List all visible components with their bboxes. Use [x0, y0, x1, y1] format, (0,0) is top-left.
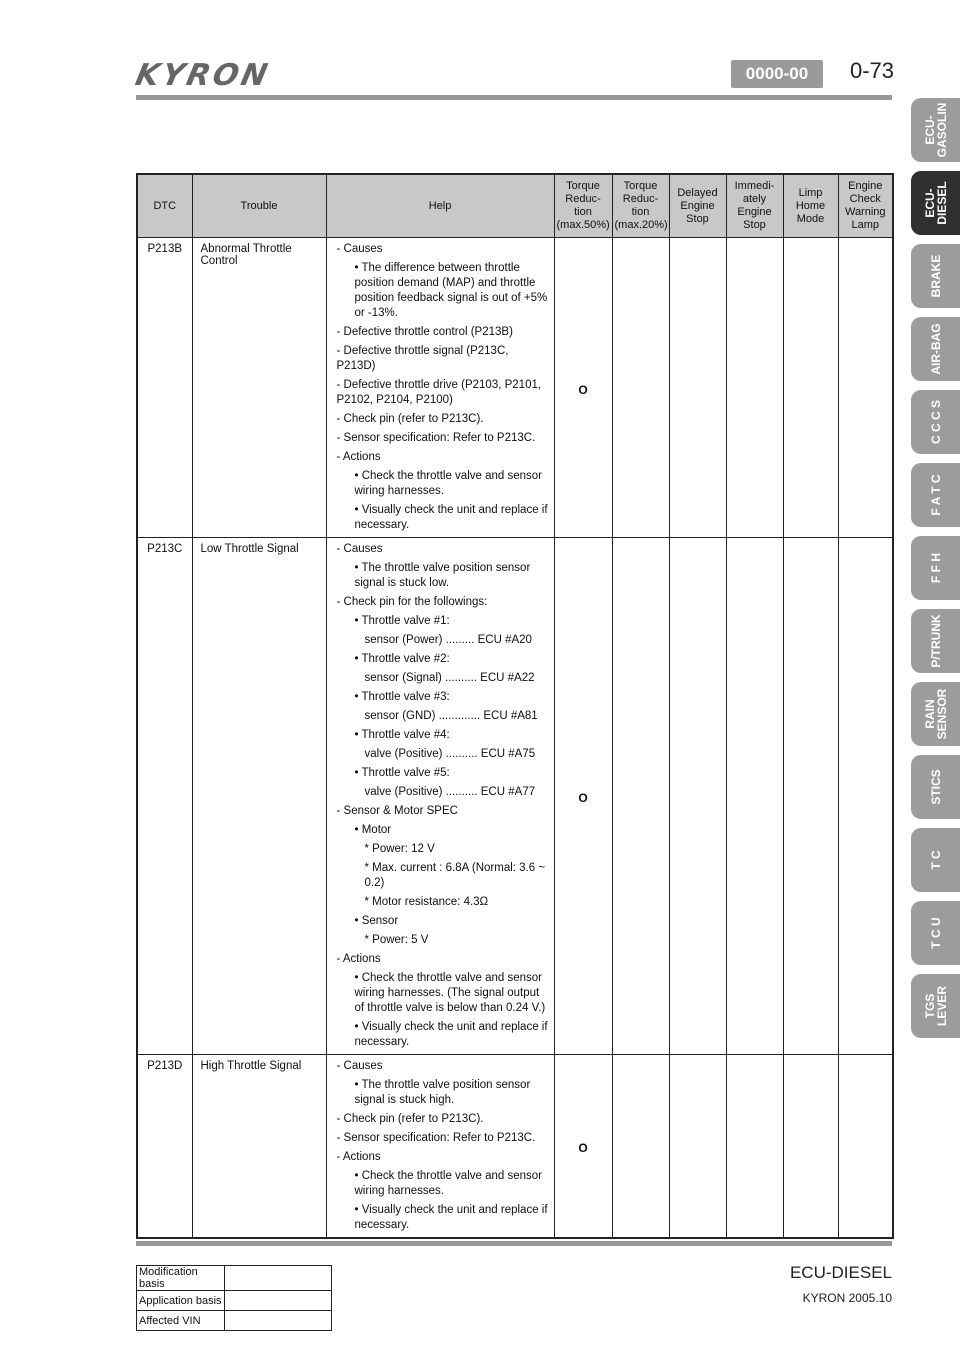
header-text: tion	[631, 206, 650, 218]
header-text: Immedi-	[734, 180, 775, 192]
side-tab-brake[interactable]	[911, 244, 960, 308]
side-tab-tcu[interactable]	[911, 901, 960, 965]
header-torque-50	[554, 174, 612, 238]
help-line: • Throttle valve #2:	[354, 653, 450, 665]
side-tab-label: RAIN SENSOR	[922, 688, 949, 740]
header-dtc: DTC	[137, 174, 192, 238]
trouble-desc: High Throttle Signal	[192, 1055, 326, 1239]
help-line: - Defective throttle control (P213B)	[336, 326, 513, 338]
header-text: Engine	[737, 206, 772, 218]
header-text: Home	[795, 199, 826, 212]
help-line: sensor (GND) ............. ECU #A81	[364, 710, 538, 722]
help-line: - Causes	[336, 543, 383, 555]
table-row	[137, 538, 893, 1055]
help-line: • Visually check the unit and replace if necessary.	[354, 504, 548, 531]
section-code-badge: 0000-00	[731, 60, 823, 88]
help-line: • Motor	[354, 824, 392, 836]
table-row	[137, 1266, 332, 1291]
help-line: • Throttle valve #5:	[354, 767, 450, 779]
header-text: Mode	[796, 212, 825, 225]
help-line: - Actions	[336, 1151, 381, 1163]
header-help: Help	[326, 174, 554, 238]
immediate-stop-cell	[726, 1055, 783, 1239]
torque-50-mark: O	[554, 1055, 612, 1239]
help-line: sensor (Signal) .......... ECU #A22	[364, 672, 535, 684]
table-row	[137, 238, 893, 538]
side-tab-label: P/TRUNK	[928, 614, 943, 668]
help-line: - Sensor specification: Refer to P213C.	[336, 432, 536, 444]
help-line: • Check the throttle valve and sensor wiring harnesses.	[354, 1170, 542, 1197]
help-line: • Visually check the unit and replace if necessary.	[354, 1021, 548, 1048]
header-text: Stop	[743, 219, 766, 231]
help-line: - Sensor & Motor SPEC	[336, 805, 458, 817]
header-trouble: Trouble	[192, 174, 326, 238]
delayed-stop-cell	[669, 538, 726, 1055]
help-line: - Check pin for the followings:	[336, 596, 488, 608]
help-line: sensor (Power) ......... ECU #A20	[364, 634, 532, 646]
header-immediate-stop	[726, 174, 783, 238]
header-text: Engine	[848, 180, 883, 192]
help-line: * Max. current : 6.8A (Normal: 3.6 ~ 0.2)	[364, 862, 546, 889]
side-tab-label: ECU- DIESEL	[922, 181, 949, 225]
help-line: * Power: 12 V	[364, 843, 435, 855]
side-tab-label: F A T C	[928, 474, 943, 516]
side-tab-label: T C	[928, 850, 943, 870]
immediate-stop-cell	[726, 538, 783, 1055]
header-text: (max.20%)	[614, 219, 668, 231]
header-text: ately	[742, 193, 767, 205]
help-line: • Visually check the unit and replace if necessary.	[354, 1204, 548, 1231]
side-tab-label: T C U	[928, 917, 943, 949]
header-text: Stop	[686, 212, 709, 225]
dtc-code: P213D	[137, 1055, 192, 1239]
help-cell	[326, 1055, 554, 1239]
help-line: • Throttle valve #1:	[354, 615, 450, 627]
help-cell	[326, 538, 554, 1055]
mod-value	[225, 1311, 332, 1331]
help-line: * Power: 5 V	[364, 934, 429, 946]
header-text: Torque	[566, 180, 600, 192]
help-line: - Defective throttle signal (P213C, P213D)	[336, 345, 509, 372]
header-text: Torque	[623, 180, 658, 192]
mod-label: Modification basis	[137, 1266, 225, 1291]
help-line: • The throttle valve position sensor signal is stuck low.	[354, 562, 531, 589]
header-limp-home	[783, 174, 838, 238]
header-text: (max.50%)	[556, 219, 610, 231]
header-warning-lamp	[838, 174, 893, 238]
table-header-row	[137, 174, 893, 238]
header-text: Delayed	[677, 186, 718, 199]
delayed-stop-cell	[669, 238, 726, 538]
side-tab-rain-sensor[interactable]	[911, 682, 960, 746]
mod-label: Application basis	[137, 1291, 225, 1311]
side-tab-label: C C C S	[928, 399, 943, 445]
section-title: ECU-DIESEL	[789, 1263, 892, 1282]
modification-table	[136, 1265, 332, 1331]
side-tab-label: STICS	[928, 769, 943, 805]
warning-lamp-cell	[838, 238, 893, 538]
table-row	[137, 1291, 332, 1311]
top-divider	[136, 95, 892, 100]
header-text: Limp	[798, 186, 823, 199]
kyron-logo: KYRON	[132, 58, 274, 93]
header-text: Lamp	[851, 219, 880, 231]
warning-lamp-cell	[838, 538, 893, 1055]
help-line: valve (Positive) .......... ECU #A77	[364, 786, 536, 798]
side-tab-stics[interactable]	[911, 755, 960, 819]
delayed-stop-cell	[669, 1055, 726, 1239]
header-text: tion	[574, 206, 592, 218]
help-line: - Causes	[336, 243, 383, 255]
help-line: • Check the throttle valve and sensor wiring harnesses.	[354, 470, 542, 497]
side-tab-tgs-lever[interactable]	[911, 974, 960, 1038]
torque-20-cell	[612, 538, 669, 1055]
table-row	[137, 1055, 893, 1239]
header-text: Warning	[844, 206, 886, 218]
side-tab-label: ECU- GASOLIN	[922, 102, 949, 158]
mod-label: Affected VIN	[137, 1311, 225, 1331]
side-tab-nav	[911, 98, 960, 1047]
help-line: • Throttle valve #4:	[354, 729, 450, 741]
mod-value	[225, 1266, 332, 1291]
immediate-stop-cell	[726, 238, 783, 538]
side-tab-air-bag[interactable]	[911, 317, 960, 381]
help-line: • Sensor	[354, 915, 399, 927]
side-tab-tc[interactable]	[911, 828, 960, 892]
page-number: 0-73	[850, 58, 895, 83]
dtc-table	[136, 173, 894, 1239]
help-line: - Actions	[336, 953, 381, 965]
limp-home-cell	[783, 1055, 838, 1239]
side-tab-label: BRAKE	[928, 254, 943, 298]
help-cell	[326, 238, 554, 538]
header-text: Check	[849, 193, 881, 205]
mod-value	[225, 1291, 332, 1311]
help-line: - Causes	[336, 1060, 383, 1072]
torque-20-cell	[612, 1055, 669, 1239]
side-tab-label: AIR-BAG	[928, 323, 943, 375]
header-text: Engine	[680, 199, 715, 212]
help-line: - Sensor specification: Refer to P213C.	[336, 1132, 536, 1144]
side-tab-label: F F H	[928, 553, 943, 583]
dtc-code: P213B	[137, 238, 192, 538]
side-tab-cccs[interactable]	[911, 390, 960, 454]
torque-50-mark: O	[554, 538, 612, 1055]
help-line: - Actions	[336, 451, 381, 463]
limp-home-cell	[783, 538, 838, 1055]
header-torque-20	[612, 174, 669, 238]
help-line: - Check pin (refer to P213C).	[336, 413, 484, 425]
trouble-desc: Abnormal Throttle Control	[192, 238, 326, 538]
warning-lamp-cell	[838, 1055, 893, 1239]
help-line: • Throttle valve #3:	[354, 691, 450, 703]
side-tab-ffh[interactable]	[911, 536, 960, 600]
side-tab-ecu-gasolin[interactable]	[911, 98, 960, 162]
side-tab-ecu-diesel[interactable]	[911, 171, 960, 235]
bottom-divider	[136, 1241, 892, 1246]
model-date: KYRON 2005.10	[802, 1291, 892, 1305]
side-tab-ptrunk[interactable]	[911, 609, 960, 673]
header-text: Reduc-	[622, 193, 659, 205]
help-line: • The difference between throttle position demand (MAP) and throttle position feedback signal is out of +5% or -13%.	[354, 262, 548, 319]
side-tab-fatc[interactable]	[911, 463, 960, 527]
trouble-desc: Low Throttle Signal	[192, 538, 326, 1055]
help-line: * Motor resistance: 4.3Ω	[364, 896, 489, 908]
limp-home-cell	[783, 238, 838, 538]
torque-50-mark: O	[554, 238, 612, 538]
help-line: • Check the throttle valve and sensor wiring harnesses. (The signal output of throttle valve is below than 0.24 V.)	[354, 972, 546, 1014]
help-line: - Check pin (refer to P213C).	[336, 1113, 484, 1125]
dtc-code: P213C	[137, 538, 192, 1055]
header-text: Reduc-	[565, 193, 601, 205]
table-row	[137, 1311, 332, 1331]
help-line: • The throttle valve position sensor signal is stuck high.	[354, 1079, 531, 1106]
torque-20-cell	[612, 238, 669, 538]
side-tab-label: TGS LEVER	[922, 985, 949, 1027]
header-delayed-stop	[669, 174, 726, 238]
help-line: - Defective throttle drive (P2103, P2101, P2102, P2104, P2100)	[336, 379, 542, 406]
help-line: valve (Positive) .......... ECU #A75	[364, 748, 536, 760]
